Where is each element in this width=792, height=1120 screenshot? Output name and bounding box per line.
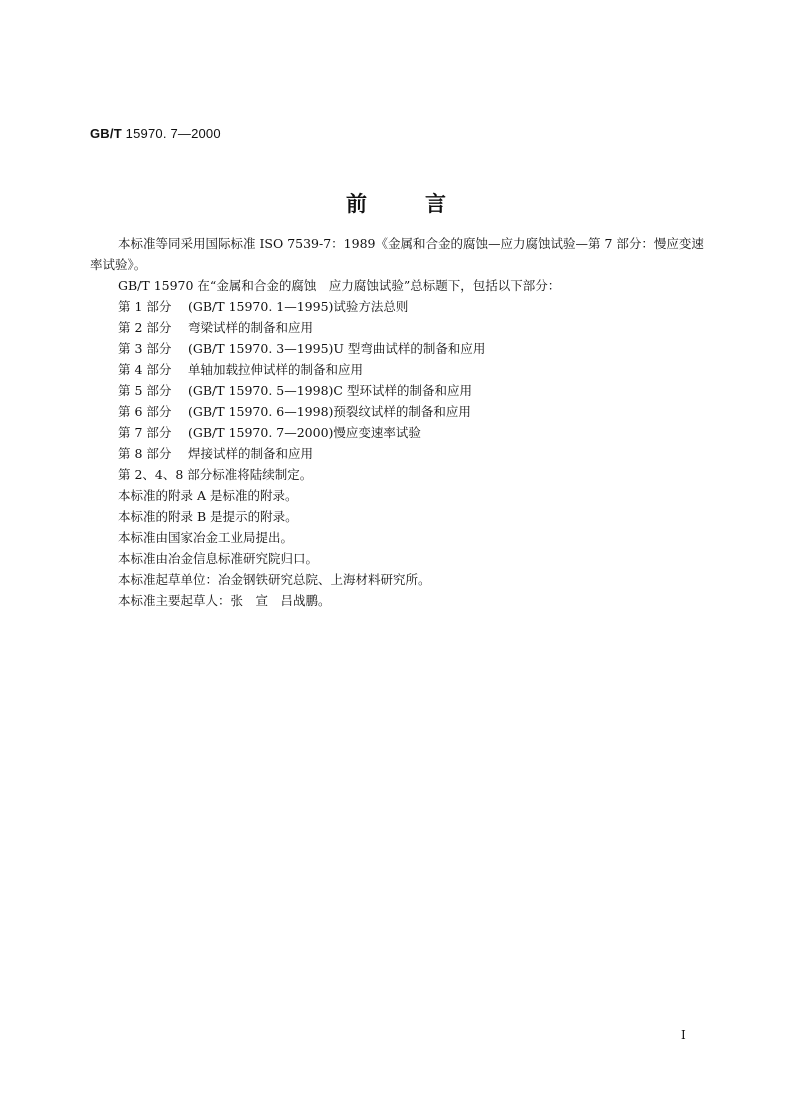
part-row-4 [90, 359, 708, 380]
part-title: (GB/T 15970. 1—1995)试验方法总则 [188, 299, 409, 314]
part-row-6 [90, 401, 708, 422]
note-annex-a: 本标准的附录 A 是标准的附录。 [118, 488, 298, 503]
part-number: 第 6 部分 [118, 404, 172, 419]
part-row-7 [90, 422, 708, 443]
series-paragraph: GB/T 15970 在“金属和合金的腐蚀 应力腐蚀试验”总标题下，包括以下部分： [118, 278, 561, 293]
part-number: 第 3 部分 [118, 341, 172, 356]
part-title: 单轴加载拉伸试样的制备和应用 [188, 362, 364, 377]
part-title: (GB/T 15970. 3—1995)U 型弯曲试样的制备和应用 [188, 341, 486, 356]
document-code-header [90, 126, 221, 141]
note-drafters: 本标准主要起草人：张 宣 吕战鹏。 [118, 593, 331, 608]
page-number: I [681, 1028, 686, 1042]
intro-paragraph: 本标准等同采用国际标准 ISO 7539-7：1989《金属和合金的腐蚀—应力腐蚀试验—第 7 部分：慢应变速率试验》。 [90, 236, 704, 272]
note-centralized-by: 本标准由冶金信息标准研究院归口。 [118, 551, 319, 566]
part-number: 第 5 部分 [118, 383, 172, 398]
part-title: (GB/T 15970. 6—1998)预裂纹试样的制备和应用 [188, 404, 471, 419]
foreword-body [90, 233, 708, 611]
part-number: 第 4 部分 [118, 362, 172, 377]
part-title: (GB/T 15970. 5—1998)C 型环试样的制备和应用 [188, 383, 472, 398]
page-title: 前言 [346, 192, 504, 216]
part-title: 焊接试样的制备和应用 [188, 446, 314, 461]
part-number: 第 8 部分 [118, 446, 172, 461]
part-row-8 [90, 443, 708, 464]
part-number: 第 1 部分 [118, 299, 172, 314]
standard-number: 15970. 7—2000 [125, 126, 221, 141]
part-title: 弯梁试样的制备和应用 [188, 320, 314, 335]
part-row-1 [90, 296, 708, 317]
part-row-5 [90, 380, 708, 401]
part-row-3 [90, 338, 708, 359]
note-drafting-units: 本标准起草单位：冶金钢铁研究总院、上海材料研究所。 [118, 572, 431, 587]
note-pending-parts: 第 2、4、8 部分标准将陆续制定。 [118, 467, 313, 482]
note-annex-b: 本标准的附录 B 是提示的附录。 [118, 509, 298, 524]
note-proposed-by: 本标准由国家冶金工业局提出。 [118, 530, 294, 545]
part-title: (GB/T 15970. 7—2000)慢应变速率试验 [188, 425, 421, 440]
standard-prefix: GB/T [90, 126, 122, 141]
part-number: 第 2 部分 [118, 320, 172, 335]
part-row-2 [90, 317, 708, 338]
part-number: 第 7 部分 [118, 425, 172, 440]
